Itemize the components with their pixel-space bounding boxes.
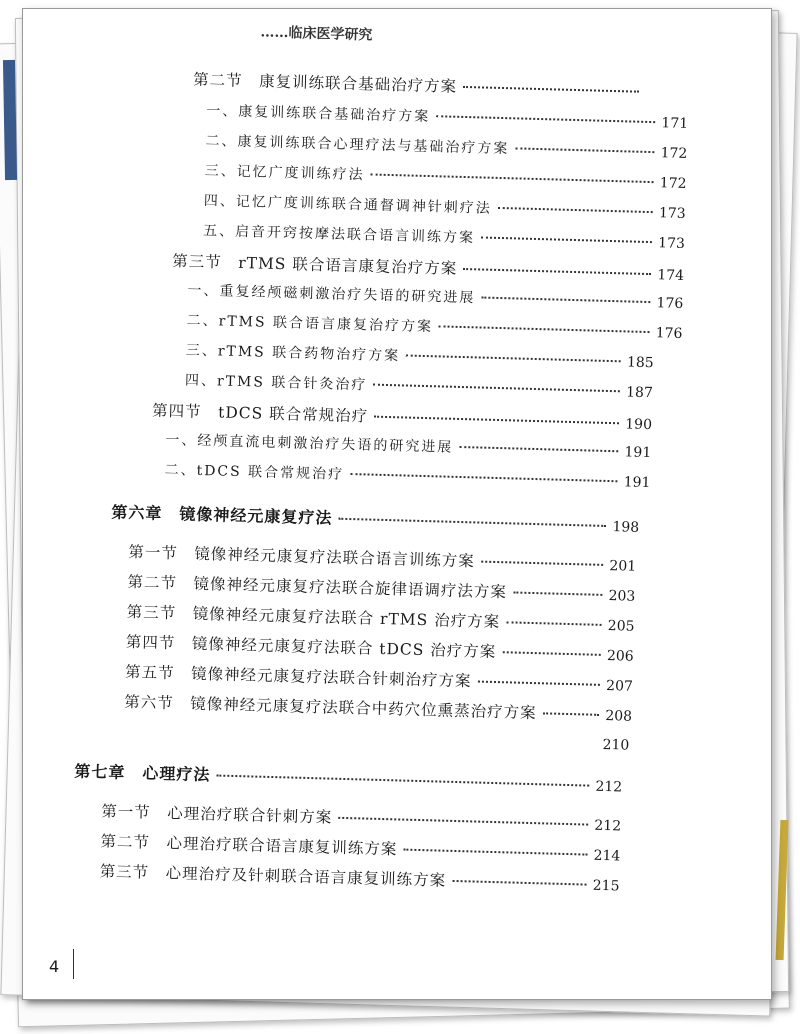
toc-entry-page: 173 [657,235,686,252]
leader-dots [463,268,651,275]
toc-entry-title: 二、tDCS 联合常规治疗 [164,462,345,483]
toc-entry-section [126,630,634,666]
toc-entry-title: 第一节 心理治疗联合针刺方案 [101,802,333,827]
leader-dots [463,86,639,93]
toc-entry-section [101,799,621,835]
toc-entry-page: 198 [612,519,640,536]
toc-entry-page: 207 [605,678,634,695]
toc-page [22,8,772,1000]
toc-entry-chapter [111,500,639,537]
toc-entry-section [124,690,632,726]
toc-entry-page: 212 [595,778,623,796]
toc-entry-page: 176 [656,295,684,312]
toc-entry-title: 第四节 tDCS 联合常规治疗 [151,401,369,426]
leader-dots [498,207,653,213]
leader-dots [338,518,606,527]
toc-entry-item [165,429,651,462]
toc-entry-page: 172 [660,145,688,163]
leader-dots [452,880,587,886]
toc-entry-title: 第二节 康复训练联合基础治疗方案 [192,70,458,96]
toc-entry-section [127,570,635,606]
leader-dots [481,236,652,243]
toc-entry-title: 第二节 心理治疗联合语言康复训练方案 [100,832,398,859]
running-header: ……临床医学研究 [260,24,373,44]
leader-dots [481,561,604,566]
toc-entry-page: 205 [607,618,635,635]
toc-entry-page: 191 [623,474,651,492]
folio-rule [73,949,74,979]
toc-entry-section [563,736,629,754]
leader-dots [513,591,603,595]
book-edge-blue [3,60,17,180]
toc-entry-title: 第七章 心理疗法 [74,761,211,785]
toc-entry-title: 一、重复经颅磁刺激治疗失语的研究进展 [187,282,476,307]
leader-dots [216,775,589,787]
toc-entry-title: 第三节 心理治疗及针刺联合语言康复训练方案 [99,862,447,890]
toc-entry-item [203,220,685,253]
toc-entry-section [100,829,620,865]
toc-entry-page: 206 [606,648,634,665]
toc-entry-item [205,130,687,163]
toc-entry-item [186,340,654,373]
leader-dots [543,712,600,716]
leader-dots [477,681,600,686]
toc-entry-page: 212 [594,817,622,835]
toc-entry-title: 第一节 镜像神经元康复疗法联合语言训练方案 [128,543,475,571]
toc-entry-page: 210 [602,736,630,754]
leader-dots [338,817,588,826]
toc-entry-title: 五、启音开窍按摩法联合语言训练方案 [202,222,476,247]
leader-dots [373,384,620,393]
leader-dots [350,473,618,482]
leader-dots [481,297,650,304]
leader-dots [506,621,602,626]
toc-entry-page: 172 [659,175,687,193]
toc-entry-title: 第四节 镜像神经元康复疗法联合 tDCS 治疗方案 [125,633,497,662]
leader-dots [371,173,654,183]
toc-entry-title: 第六节 镜像神经元康复疗法联合中药穴位熏蒸治疗方案 [124,692,537,723]
leader-dots [436,115,655,123]
toc-entry-page: 171 [661,115,689,133]
toc-entry-page: 185 [626,354,654,372]
toc-entry-chapter [74,759,622,797]
toc-entry-page: 201 [609,558,637,575]
leader-dots [403,849,587,856]
toc-entry-page: 203 [608,588,636,605]
leader-dots [439,325,650,333]
toc-entry-title: 四、rTMS 联合针灸治疗 [184,372,368,394]
toc-entry-section [152,399,652,435]
toc-entry-title: 第三节 rTMS 联合语言康复治疗方案 [171,252,458,278]
toc-entry-item [204,160,686,193]
toc-entry-page: 176 [655,325,683,342]
toc-entry-section [126,600,634,636]
leader-dots [406,354,621,362]
toc-entry-title: 第五节 镜像神经元康复疗法联合针刺治疗方案 [124,663,472,691]
toc-entry-page: 208 [605,708,633,725]
table-of-contents [22,9,771,1000]
toc-entry-page: 214 [593,847,621,865]
toc-entry-section [193,68,671,103]
toc-entry-title: 第三节 镜像神经元康复疗法联合 rTMS 治疗方案 [126,603,501,632]
toc-entry-section [99,859,619,895]
toc-entry-page [645,97,671,98]
leader-dots [459,446,618,452]
toc-entry-section [172,249,684,285]
toc-entry-page: 215 [592,877,620,895]
toc-entry-title: 一、经颅直流电刺激治疗失语的研究进展 [165,432,454,456]
page-number: 4 [49,957,60,976]
toc-entry-title: 二、rTMS 联合语言康复治疗方案 [186,312,434,336]
toc-entry-title: 二、康复训练联合心理疗法与基础治疗方案 [205,132,510,158]
toc-entry-page: 174 [657,267,685,284]
toc-entry-section [125,660,633,696]
toc-entry-title: 第二节 镜像神经元康复疗法联合旋律语调疗法方案 [127,573,508,602]
leader-dots [515,147,654,153]
leader-dots [502,651,601,656]
toc-entry-title: 一、康复训练联合基础治疗方案 [206,102,431,126]
toc-entry-title: 三、rTMS 联合药物治疗方案 [185,342,401,365]
toc-entry-title: 三、记忆广度训练疗法 [204,162,365,184]
toc-entry-item [204,190,686,223]
toc-entry-item [164,459,650,492]
toc-entry-item [186,310,682,343]
toc-entry-page: 187 [625,384,654,402]
toc-entry-section [128,540,636,576]
toc-entry-item [185,370,653,403]
toc-entry-title: 四、记忆广度训练联合通督调神针刺疗法 [203,192,492,217]
leader-dots [374,416,619,425]
toc-entry-page: 191 [624,444,652,462]
toc-entry-page: 173 [658,205,686,222]
toc-entry-page: 190 [625,416,653,434]
toc-entry-item [187,280,683,313]
toc-entry-title: 第六章 镜像神经元康复疗法 [111,502,333,528]
toc-entry-item [206,100,688,133]
